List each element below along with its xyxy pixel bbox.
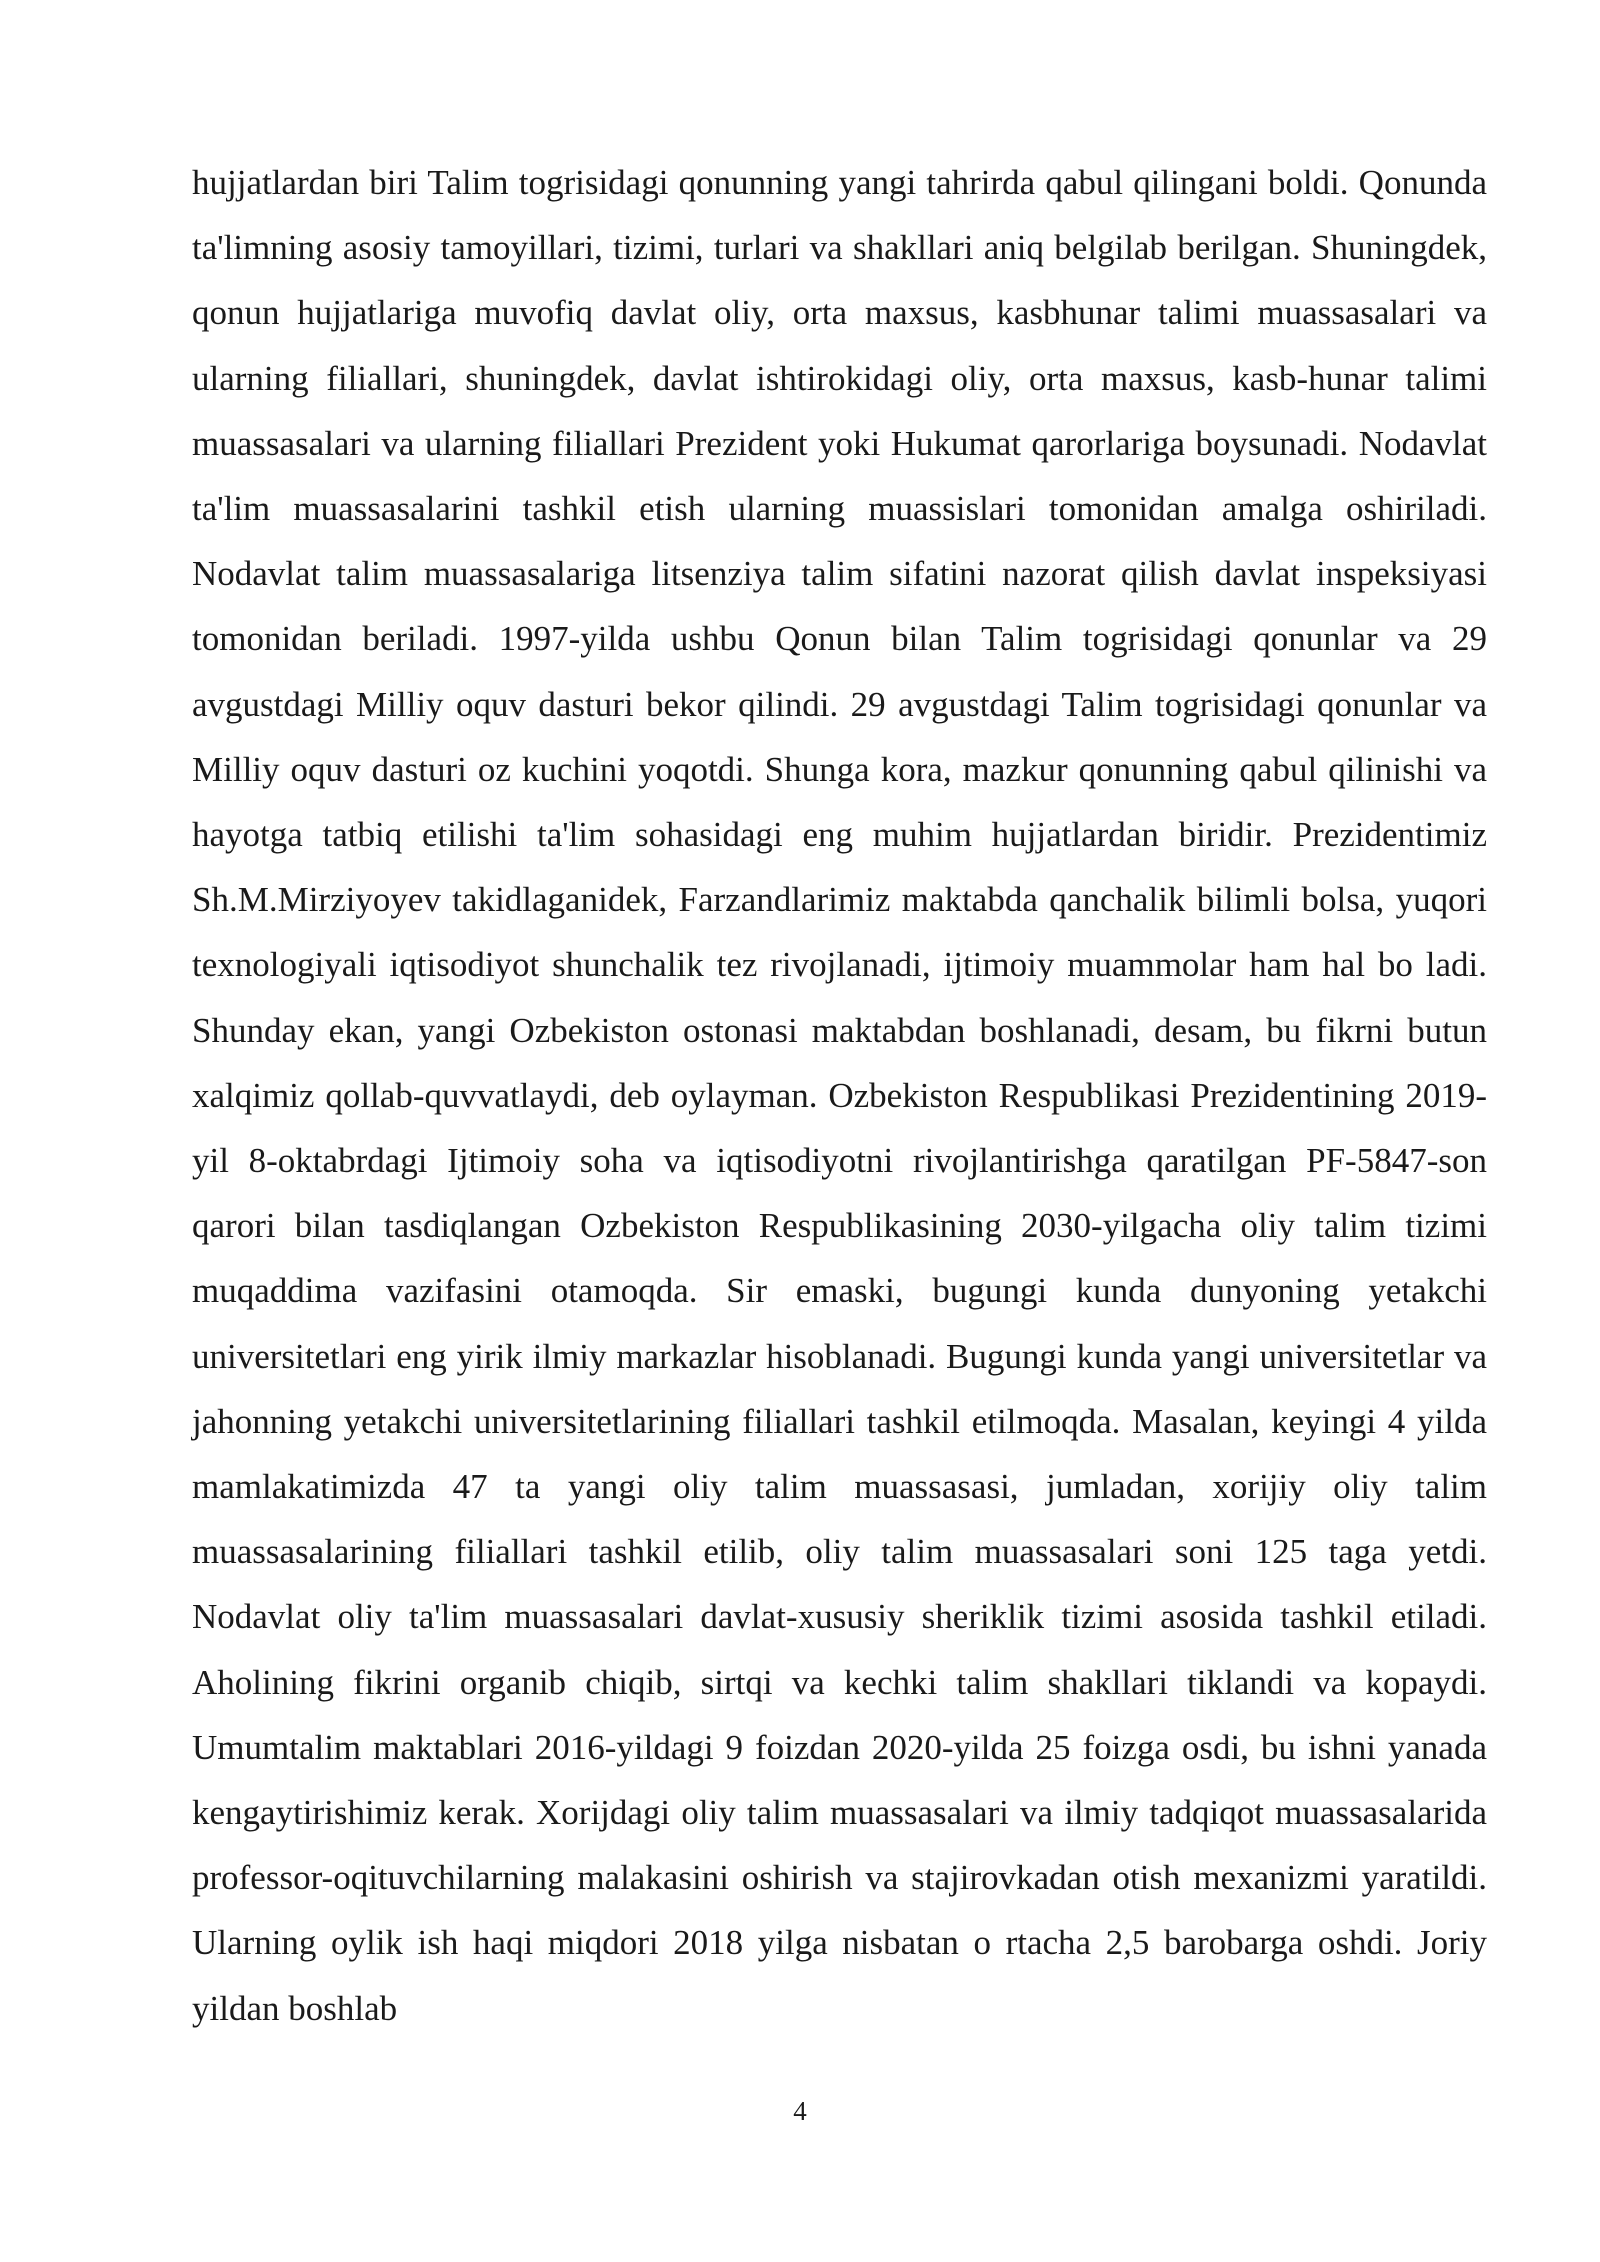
body-paragraph: hujjatlardan biri Talim togrisidagi qonunning yangi tahrirda qabul qilingani boldi. Qonunda ta'limning asosiy tamoyillari, tizimi, turlari va shakllari aniq belgilab berilgan. Shuningdek, qonun hujjatlariga muvofiq davlat oliy, orta maxsus, kasbhunar talimi muassasalari va ularning filiallari, shuningdek, davlat ishtirokidagi oliy, orta maxsus, kasb-hunar talimi muassasalari va ularning filiallari Prezident yoki Hukumat qarorlariga boysunadi. Nodavlat ta'lim muassasalarini tashkil etish ularning muassislari tomonidan amalga oshiriladi. Nodavlat talim muassasalariga litsenziya talim sifatini nazorat qilish davlat inspeksiyasi tomonidan beriladi. 1997-yilda ushbu Qonun bilan Talim togrisidagi qonunlar va 29 avgustdagi Milliy oquv dasturi bekor qilindi. 29 avgustdagi Talim togrisidagi qonunlar va Milliy oquv dasturi oz kuchini yoqotdi. Shunga kora, mazkur qonunning qabul qilinishi va hayotga tatbiq etilishi ta'lim sohasidagi eng muhim hujjatlardan biridir. Prezidentimiz Sh.M.Mirziyoyev takidlaganidek, Farzandlarimiz maktabda qanchalik bilimli bolsa, yuqori texnologiyali iqtisodiyot shunchalik tez rivojlanadi, ijtimoiy muammolar ham hal bo ladi. Shunday ekan, yangi Ozbekiston ostonasi maktabdan boshlanadi, desam, bu fikrni butun xalqimiz qollab-quvvatlaydi, deb oylayman. Ozbekiston Respublikasi Prezidentining 2019-yil 8-oktabrdagi Ijtimoiy soha va iqtisodiyotni rivojlantirishga qaratilgan PF-5847-son qarori bilan tasdiqlangan Ozbekiston Respublikasining 2030-yilgacha oliy talim tizimi muqaddima vazifasini otamoqda. Sir emaski, bugungi kunda dunyoning yetakchi universitetlari eng yirik ilmiy markazlar hisoblanadi. Bugungi kunda yangi universitetlar va jahonning yetakchi universitetlarining filiallari tashkil etilmoqda. Masalan, keyingi 4 yilda mamlakatimizda 47 ta yangi oliy talim muassasasi, jumladan, xorijiy oliy talim muassasalarining filiallari tashkil etilib, oliy talim muassasalari soni 125 taga yetdi. Nodavlat oliy ta'lim muassasalari davlat-xususiy sheriklik tizimi asosida tashkil etiladi. Aholining fikrini organib chiqib, sirtqi va kechki talim shakllari tiklandi va kopaydi. Umumtalim maktablari 2016-yildagi 9 foizdan 2020-yilda 25 foizga osdi, bu ishni yanada kengaytirishimiz kerak. Xorijdagi oliy talim muassasalari va ilmiy tadqiqot muassasalarida professor-oqituvchilarning malakasini oshirish va stajirovkadan otish mexanizmi yaratildi. Ularning oylik ish haqi miqdori 2018 yilga nisbatan o rtacha 2,5 barobarga oshdi. Joriy yildan boshlab: [192, 163, 1487, 2028]
page-number: 4: [793, 2096, 807, 2126]
